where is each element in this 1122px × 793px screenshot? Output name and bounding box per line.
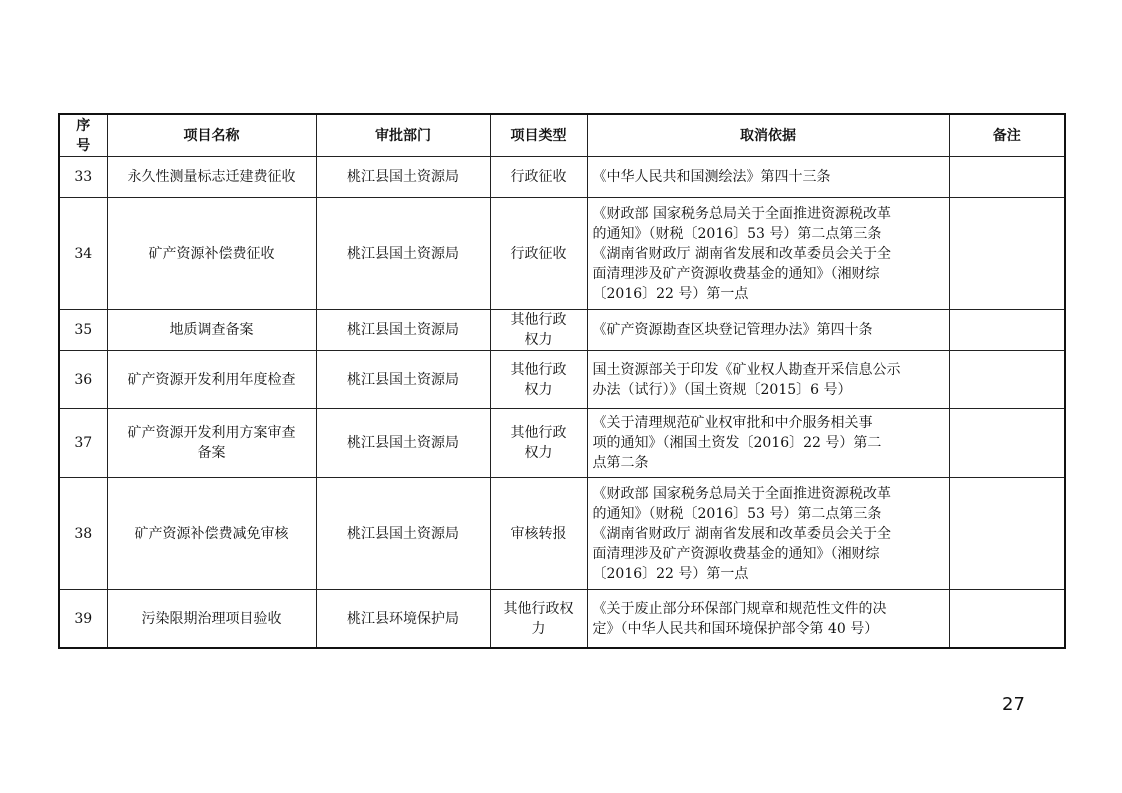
header-name: 项目名称 (107, 114, 316, 157)
cell-dept: 桃江县国土资源局 (316, 478, 490, 590)
cell-name (107, 198, 316, 310)
cell-name-line: 矿产资源开发利用年度检查 (127, 371, 296, 388)
table-row (59, 351, 1065, 409)
cell-type-line: 行政征收 (510, 169, 567, 185)
cell-basis-line: 办法（试行）》（国土资规〔2015〕6 号） (592, 381, 852, 398)
cell-basis-line: 《湖南省财政厅 湖南省发展和改革委员会关于全 (592, 245, 891, 262)
cell-type (490, 478, 587, 590)
cell-type-line: 其他行政 (510, 361, 567, 378)
cell-basis-line: 《矿产资源勘查区块登记管理办法》第四十条 (592, 322, 873, 338)
cell-remark (949, 198, 1065, 310)
cell-type (490, 351, 587, 409)
cell-type-line: 权力 (524, 445, 553, 461)
header-seq (59, 114, 107, 157)
table-row (59, 590, 1065, 649)
cell-basis-line: 《关于废止部分环保部门规章和规范性文件的决 (592, 600, 887, 617)
cell-name (107, 409, 316, 478)
cell-remark (949, 478, 1065, 590)
header-remark: 备注 (949, 114, 1065, 157)
cell-basis-line: 项的通知》（湘国土资发〔2016〕22 号）第二 (592, 435, 882, 451)
header-seq-line: 序 (76, 117, 91, 134)
cell-type-line: 其他行政 (510, 312, 567, 328)
table-row (59, 198, 1065, 310)
cell-name-line: 永久性测量标志迁建费征收 (127, 169, 296, 185)
cell-type-line: 审核转报 (510, 525, 567, 542)
table-row (59, 409, 1065, 478)
table-row (59, 157, 1065, 198)
cell-name (107, 310, 316, 351)
table-row (59, 478, 1065, 590)
cell-basis-line: 〔2016〕22 号）第一点 (592, 285, 749, 302)
cell-remark (949, 351, 1065, 409)
cell-dept: 桃江县国土资源局 (316, 409, 490, 478)
cell-dept: 桃江县国土资源局 (316, 310, 490, 351)
cell-basis-line: 《财政部 国家税务总局关于全面推进资源税改革 (592, 205, 891, 222)
cell-name-line: 污染限期治理项目验收 (141, 610, 282, 627)
cell-basis (587, 198, 949, 310)
cell-dept: 桃江县国土资源局 (316, 198, 490, 310)
cell-name-line: 矿产资源补偿费征收 (148, 245, 275, 262)
cell-type-line: 权力 (524, 332, 553, 348)
cell-seq: 38 (59, 478, 107, 590)
cell-type (490, 310, 587, 351)
cell-basis (587, 310, 949, 351)
cell-name (107, 351, 316, 409)
cell-name-line: 备案 (197, 445, 226, 461)
cell-name (107, 157, 316, 198)
cell-type (490, 157, 587, 198)
cell-basis-line: 《中华人民共和国测绘法》第四十三条 (592, 169, 831, 185)
header-seq-line: 号 (76, 137, 91, 154)
cell-seq: 33 (59, 157, 107, 198)
revocation-table (58, 113, 1066, 649)
page-number: 27 (1002, 694, 1025, 715)
table-row (59, 310, 1065, 351)
cell-remark (949, 409, 1065, 478)
cell-basis-line: 定》（中华人民共和国环境保护部令第 40 号） (592, 620, 879, 637)
cell-seq: 34 (59, 198, 107, 310)
cell-name-line: 矿产资源补偿费减免审核 (134, 525, 289, 542)
cell-basis (587, 478, 949, 590)
table-header-row (59, 114, 1065, 157)
cell-remark (949, 157, 1065, 198)
cell-basis-line: 的通知》（财税〔2016〕53 号）第二点第三条 (592, 225, 882, 242)
cell-basis (587, 409, 949, 478)
cell-basis (587, 590, 949, 649)
cell-basis-line: 点第二条 (592, 455, 649, 471)
cell-type (490, 409, 587, 478)
cell-seq: 37 (59, 409, 107, 478)
cell-type-line: 力 (531, 620, 546, 637)
cell-seq: 39 (59, 590, 107, 649)
cell-dept: 桃江县国土资源局 (316, 157, 490, 198)
cell-name (107, 590, 316, 649)
header-type: 项目类型 (490, 114, 587, 157)
cell-name (107, 478, 316, 590)
cell-type (490, 590, 587, 649)
cell-type-line: 行政征收 (510, 245, 567, 262)
cell-basis-line: 面清理涉及矿产资源收费基金的通知》（湘财综 (592, 545, 880, 562)
header-basis: 取消依据 (587, 114, 949, 157)
cell-basis (587, 351, 949, 409)
cell-basis-line: 〔2016〕22 号）第一点 (592, 565, 749, 582)
cell-basis-line: 《关于清理规范矿业权审批和中介服务相关事 (592, 415, 873, 431)
cell-dept: 桃江县环境保护局 (316, 590, 490, 649)
cell-basis-line: 的通知》（财税〔2016〕53 号）第二点第三条 (592, 505, 882, 522)
cell-seq: 36 (59, 351, 107, 409)
cell-basis (587, 157, 949, 198)
cell-name-line: 矿产资源开发利用方案审查 (127, 425, 296, 441)
cell-basis-line: 《湖南省财政厅 湖南省发展和改革委员会关于全 (592, 525, 891, 542)
cell-remark (949, 310, 1065, 351)
cell-basis-line: 《财政部 国家税务总局关于全面推进资源税改革 (592, 485, 891, 502)
cell-dept: 桃江县国土资源局 (316, 351, 490, 409)
cell-type (490, 198, 587, 310)
cell-type-line: 其他行政 (510, 425, 567, 441)
header-dept: 审批部门 (316, 114, 490, 157)
cell-remark (949, 590, 1065, 649)
cell-basis-line: 面清理涉及矿产资源收费基金的通知》（湘财综 (592, 265, 880, 282)
cell-type-line: 权力 (524, 381, 553, 398)
cell-basis-line: 国土资源部关于印发《矿业权人勘查开采信息公示 (592, 361, 901, 378)
cell-seq: 35 (59, 310, 107, 351)
cell-name-line: 地质调查备案 (169, 322, 254, 338)
cell-type-line: 其他行政权 (503, 600, 574, 617)
